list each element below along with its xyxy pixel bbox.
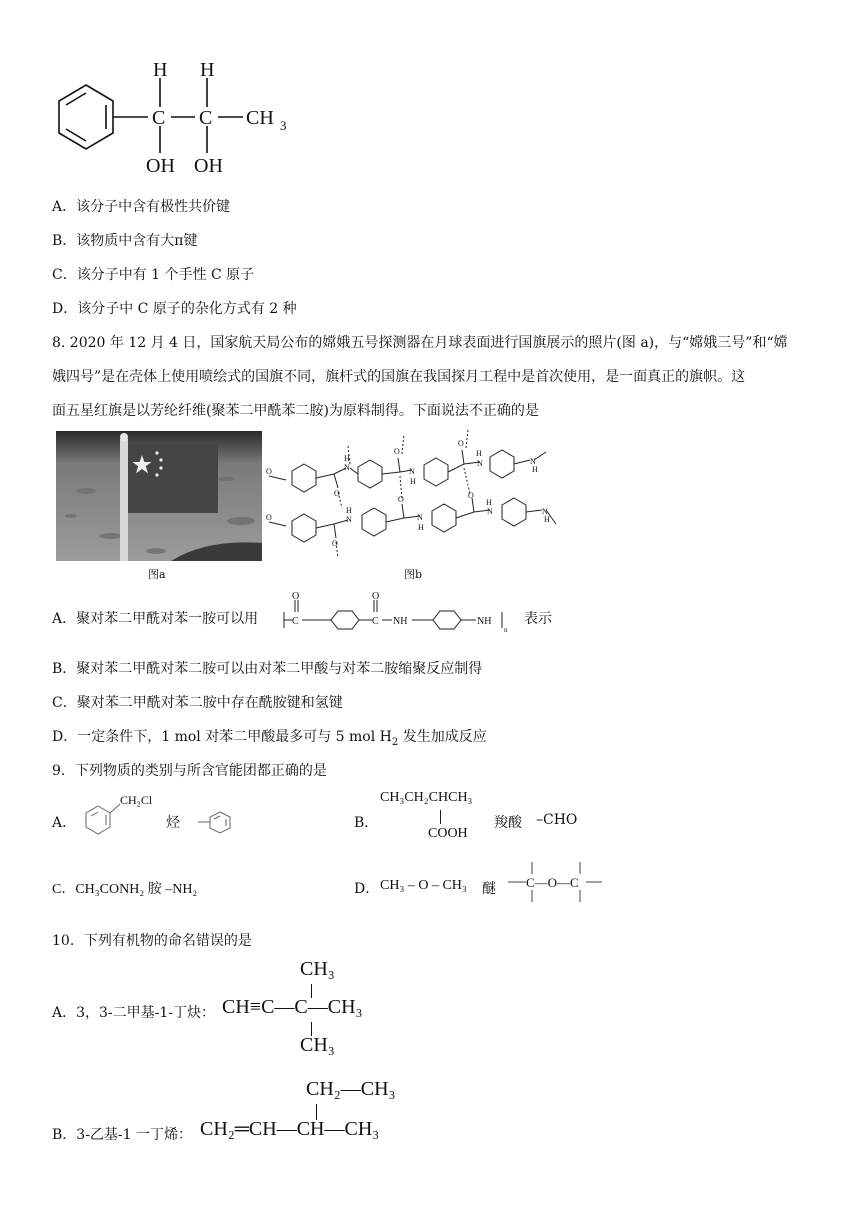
q8-option-c: C．聚对苯二甲酰对苯二胺中存在酰胺键和氢键 (52, 695, 343, 711)
svg-text:CH₂Cl: CH₂Cl (120, 793, 153, 807)
q9-option-a-label: A． (52, 815, 77, 831)
svg-text:NH: NH (477, 616, 492, 627)
q9-option-d-class: 醚 (482, 881, 496, 897)
aramid-hydrogen-bond-diagram (264, 424, 564, 564)
q10-b-main-chain: CH₂═CH—CH—CH₃ (200, 1118, 380, 1140)
q9-option-b-group: –CHO (536, 812, 578, 828)
svg-text:H: H (346, 506, 352, 515)
q9-option-d-formula: CH₃ – O – CH₃ (380, 878, 467, 893)
svg-text:H: H (344, 454, 350, 463)
q8-stem-line1: 8. 2020 年 12 月 4 日，国家航天局公布的嫦娥五号探测器在月球表面进行国旗展示的照片(图 a)，与“嫦娥三号”和“嫦 (52, 335, 788, 351)
benzyl-chloride-structure (78, 790, 168, 844)
q8-option-a-suffix: 表示 (524, 611, 552, 627)
ether-group-structure (504, 858, 604, 908)
q8-stem-line3: 面五星红旗是以芳纶纤维(聚苯二甲酰苯二胺)为原料制得。下面说法不正确的是 (52, 403, 539, 419)
svg-text:H: H (476, 449, 482, 458)
svg-text:C: C (372, 616, 379, 627)
q9-option-b-class: 羧酸 (494, 815, 522, 831)
svg-text:N: N (344, 463, 350, 472)
q9-option-b-label: B． (354, 815, 379, 831)
svg-text:O: O (394, 447, 400, 456)
q9-option-b-cooh: COOH (428, 826, 468, 841)
carbon-label: C (152, 107, 166, 129)
q10-a-main-chain: CH≡C—C—CH₃ (222, 996, 363, 1018)
q9-stem: 9．下列物质的类别与所含官能团都正确的是 (52, 763, 327, 779)
q10-stem: 10．下列有机物的命名错误的是 (52, 933, 252, 949)
svg-text:C—O—C: C—O—C (526, 875, 579, 890)
q7-option-a: A．该分子中含有极性共价键 (52, 199, 231, 215)
q10-a-bottom-methyl: CH₃ (300, 1034, 335, 1056)
q7-option-b: B．该物质中含有大π键 (52, 233, 198, 249)
svg-text:O: O (292, 591, 300, 602)
svg-text:O: O (398, 495, 404, 504)
methyl-label: CH (246, 107, 274, 129)
q10-option-a-name: A．3，3-二甲基-1-丁炔： (52, 1005, 216, 1021)
svg-text:NH: NH (393, 616, 408, 627)
svg-text:O: O (468, 491, 474, 500)
svg-text:H: H (532, 465, 538, 474)
q9-option-b-formula: CH₃CH₂CHCH₃ (380, 790, 473, 805)
phenyl-group-icon (196, 804, 240, 840)
q10-b-ethyl-branch: CH₂—CH₃ (306, 1078, 396, 1100)
svg-text:N: N (409, 467, 415, 476)
q10-a-top-methyl: CH₃ (300, 958, 335, 980)
moon-flag-photo (56, 431, 262, 561)
svg-text:H: H (544, 515, 550, 524)
q8-option-d: D．一定条件下，1 mol 对苯二甲酸最多可与 5 mol $H_2$ 发生加成反应 (52, 729, 487, 748)
svg-text:N: N (417, 513, 423, 522)
hydrogen-label: H (200, 59, 215, 81)
svg-text:3: 3 (280, 118, 287, 133)
q9-option-a-class: 烃 (166, 815, 180, 831)
svg-text:O: O (266, 467, 272, 476)
svg-text:n: n (504, 626, 508, 634)
hydrogen-label: H (153, 59, 168, 81)
svg-text:N: N (542, 507, 548, 516)
polyamide-repeat-unit (280, 590, 520, 636)
svg-text:O: O (372, 591, 380, 602)
svg-text:H: H (410, 477, 416, 486)
svg-text:H: H (486, 498, 492, 507)
q7-structure (48, 58, 308, 180)
carbon-label: C (199, 107, 213, 129)
q7-option-d: D．该分子中 C 原子的杂化方式有 2 种 (52, 301, 297, 317)
q9-option-c: C．CH₃CONH₂ 胺 –NH₂ (52, 882, 198, 897)
q8-option-a-prefix: A．聚对苯二甲酰对苯一胺可以用 (52, 611, 259, 627)
q8-option-b: B．聚对苯二甲酰对苯二胺可以由对苯二甲酸与对苯二胺缩聚反应制得 (52, 661, 483, 677)
svg-text:O: O (334, 489, 340, 498)
q9-option-d-label: D． (354, 881, 380, 897)
svg-text:H: H (418, 523, 424, 532)
svg-text:C: C (292, 616, 299, 627)
q7-option-c: C．该分子中有 1 个手性 C 原子 (52, 267, 255, 283)
bond-line (440, 810, 441, 824)
svg-text:O: O (458, 439, 464, 448)
svg-text:N: N (487, 507, 493, 516)
svg-text:N: N (477, 459, 483, 468)
svg-text:O: O (332, 539, 338, 548)
svg-text:N: N (346, 515, 352, 524)
hydroxyl-label: OH (146, 155, 175, 177)
hydroxyl-label: OH (194, 155, 223, 177)
q10-option-b-name: B．3-乙基-1 一丁烯： (52, 1127, 193, 1143)
svg-text:N: N (530, 457, 536, 466)
q8-stem-line2: 娥四号”是在壳体上使用喷绘式的国旗不同，旗杆式的国旗在我国探月工程中是首次使用，是一面真正的旗帜。这 (52, 369, 746, 385)
figure-a-caption: 图a (148, 568, 166, 581)
figure-b-caption: 图b (404, 568, 423, 581)
svg-text:O: O (266, 513, 272, 522)
